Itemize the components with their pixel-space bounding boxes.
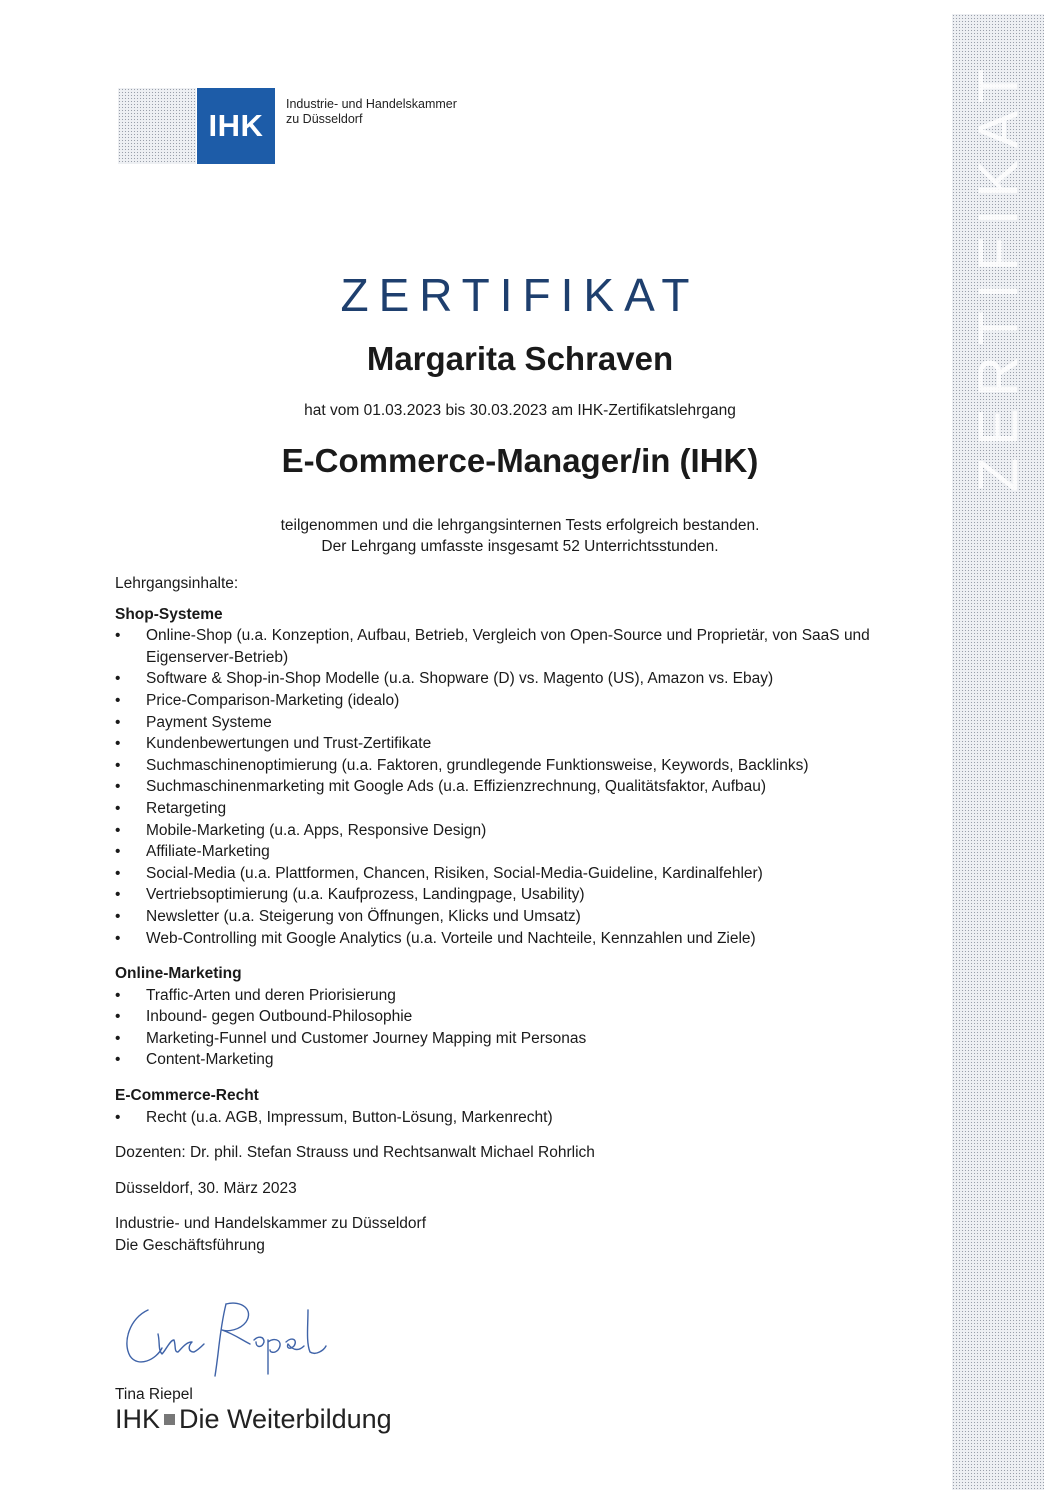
signer-name: Tina Riepel [115, 1386, 193, 1403]
section-title-ecommerce-recht: E-Commerce-Recht [115, 1087, 259, 1105]
logo-dot-pattern [118, 88, 196, 164]
list-item: • Affiliate-Marketing [115, 841, 925, 863]
section-list-ecommerce-recht [115, 1107, 925, 1129]
list-item: • Marketing-Funnel und Customer Journey Mapping mit Personas [115, 1028, 925, 1050]
course-period: hat vom 01.03.2023 bis 30.03.2023 am IHK-Zertifikatslehrgang [304, 402, 736, 419]
list-item: • Kundenbewertungen und Trust-Zertifikate [115, 733, 925, 755]
list-item: • Price-Comparison-Marketing (idealo) [115, 690, 925, 712]
list-item: • Retargeting [115, 798, 925, 820]
ihk-logo-text: IHK [208, 108, 264, 143]
certificate-title: ZERTIFIKAT [340, 269, 700, 321]
issuer-line2: Die Geschäftsführung [115, 1237, 265, 1255]
completion-statement [0, 515, 1040, 557]
organization-name-line2: zu Düsseldorf [286, 112, 363, 126]
list-item: • Payment Systeme [115, 712, 925, 734]
list-item: • Vertriebsoptimierung (u.a. Kaufprozess, Landingpage, Usability) [115, 884, 925, 906]
section-list-shop-systeme [115, 625, 925, 949]
list-item: • Social-Media (u.a. Plattformen, Chancen, Risiken, Social-Media-Guideline, Kardinalfehler) [115, 863, 925, 885]
list-item: • Recht (u.a. AGB, Impressum, Button-Lösung, Markenrecht) [115, 1107, 925, 1129]
place-date: Düsseldorf, 30. März 2023 [115, 1179, 297, 1197]
ihk-logo [197, 88, 275, 164]
section-title-shop-systeme: Shop-Systeme [115, 605, 223, 623]
list-item: • Online-Shop (u.a. Konzeption, Aufbau, Betrieb, Vergleich von Open-Source und Proprietär, von SaaS und Eigenserver-Betrieb) [115, 625, 925, 668]
list-item: • Newsletter (u.a. Steigerung von Öffnungen, Klicks und Umsatz) [115, 906, 925, 928]
footer-logo-right: Die Weiterbildung [179, 1404, 392, 1434]
completion-line2: Der Lehrgang umfasste insgesamt 52 Unterrichtsstunden. [321, 538, 719, 555]
side-band-word: ZERTIFIKAT [966, 56, 1030, 492]
lecturers: Dozenten: Dr. phil. Stefan Strauss und Rechtsanwalt Michael Rohrlich [115, 1144, 595, 1162]
section-list-online-marketing [115, 985, 925, 1071]
list-item: • Suchmaschinenoptimierung (u.a. Faktoren, grundlegende Funktionsweise, Keywords, Backlinks) [115, 755, 925, 777]
list-item: • Software & Shop-in-Shop Modelle (u.a. Shopware (D) vs. Magento (US), Amazon vs. Ebay) [115, 668, 925, 690]
list-item: • Inbound- gegen Outbound-Philosophie [115, 1006, 925, 1028]
list-item: • Web-Controlling mit Google Analytics (u.a. Vorteile und Nachteile, Kennzahlen und Ziele) [115, 928, 925, 950]
footer-logo-left: IHK [115, 1404, 161, 1434]
list-item: • Suchmaschinenmarketing mit Google Ads (u.a. Effizienzrechnung, Qualitätsfaktor, Aufbau) [115, 776, 925, 798]
section-title-online-marketing: Online-Marketing [115, 965, 242, 983]
contents-label: Lehrgangsinhalte: [115, 575, 239, 592]
course-title: E-Commerce-Manager/in (IHK) [281, 442, 759, 479]
list-item: • Mobile-Marketing (u.a. Apps, Responsive Design) [115, 820, 925, 842]
course-contents [115, 573, 925, 1257]
recipient-name: Margarita Schraven [366, 340, 674, 377]
logo-square-icon [164, 1414, 175, 1425]
list-item: • Traffic-Arten und deren Priorisierung [115, 985, 925, 1007]
completion-line1: teilgenommen und die lehrgangsinternen Tests erfolgreich bestanden. [280, 517, 760, 534]
organization-name [286, 97, 457, 127]
ihk-weiterbildung-logo [115, 1404, 392, 1435]
issuer-line1: Industrie- und Handelskammer zu Düsseldorf [115, 1215, 426, 1233]
organization-name-line1: Industrie- und Handelskammer [286, 97, 457, 111]
list-item: • Content-Marketing [115, 1049, 925, 1071]
handwritten-signature [118, 1290, 328, 1380]
